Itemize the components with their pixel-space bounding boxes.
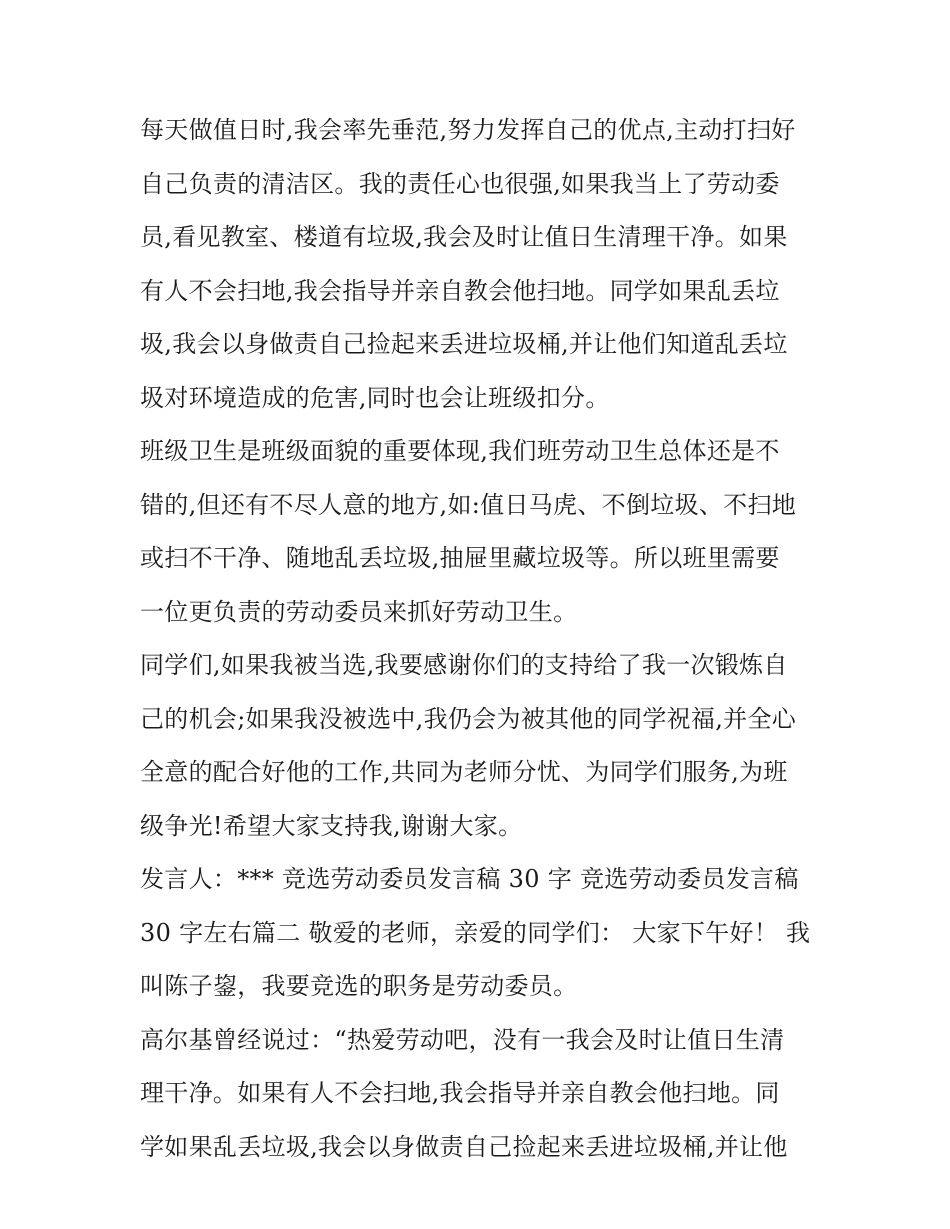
text-line: 理干净。如果有人不会扫地,我会指导并亲自教会他扫地。同 [140,1079,780,1107]
text-line: 学如果乱丢垃圾,我会以身做责自己捡起来丢进垃圾桶,并让他 [140,1132,788,1161]
text-line: 己的机会;如果我没被选中,我仍会为被其他的同学祝福,并全心 [140,704,797,733]
text-line: 错的,但还有不尽人意的地方,如:值日马虎、不倒垃圾、不扫地 [140,490,797,519]
text-line: 或扫不干净、随地乱丢垃圾,抽屉里藏垃圾等。所以班里需要 [140,544,780,572]
text-line: 一位更负责的劳动委员来抓好劳动卫生。 [140,597,578,626]
text-line: 圾对环境造成的危害,同时也会让班级扣分。 [140,383,610,412]
text-line: 30 字左右篇二 敬爱的老师，亲爱的同学们： 大家下午好！ 我 [140,918,811,947]
text-line: 叫陈子鋆，我要竞选的职务是劳动委员。 [140,972,578,1000]
text-line: 同学们,如果我被当选,我要感谢你们的支持给了我一次锻炼自 [140,651,788,679]
document-body [140,104,812,1174]
text-line: 每天做值日时,我会率先垂范,努力发挥自己的优点,主动打扫好 [140,116,796,144]
text-line: 自己负责的清洁区。我的责任心也很强,如果我当上了劳动委 [140,169,780,198]
text-line: 有人不会扫地,我会指导并亲自教会他扫地。同学如果乱丢垃 [140,276,780,305]
text-line: 全意的配合好他的工作,共同为老师分忧、为同学们服务,为班 [140,758,788,786]
text-line: 发言人：*** 竞选劳动委员发言稿 30 字 竞选劳动委员发言稿 [140,865,799,893]
text-line: 高尔基曾经说过：“热爱劳动吧，没有一我会及时让值日生清 [140,1025,785,1054]
text-line: 级争光!希望大家支持我,谢谢大家。 [140,811,523,840]
text-line: 圾,我会以身做责自己捡起来丢进垃圾桶,并让他们知道乱丢垃 [140,330,788,358]
text-line: 班级卫生是班级面貌的重要体现,我们班劳动卫生总体还是不 [140,437,780,465]
text-line: 员,看见教室、楼道有垃圾,我会及时让值日生清理干净。如果 [140,223,788,251]
